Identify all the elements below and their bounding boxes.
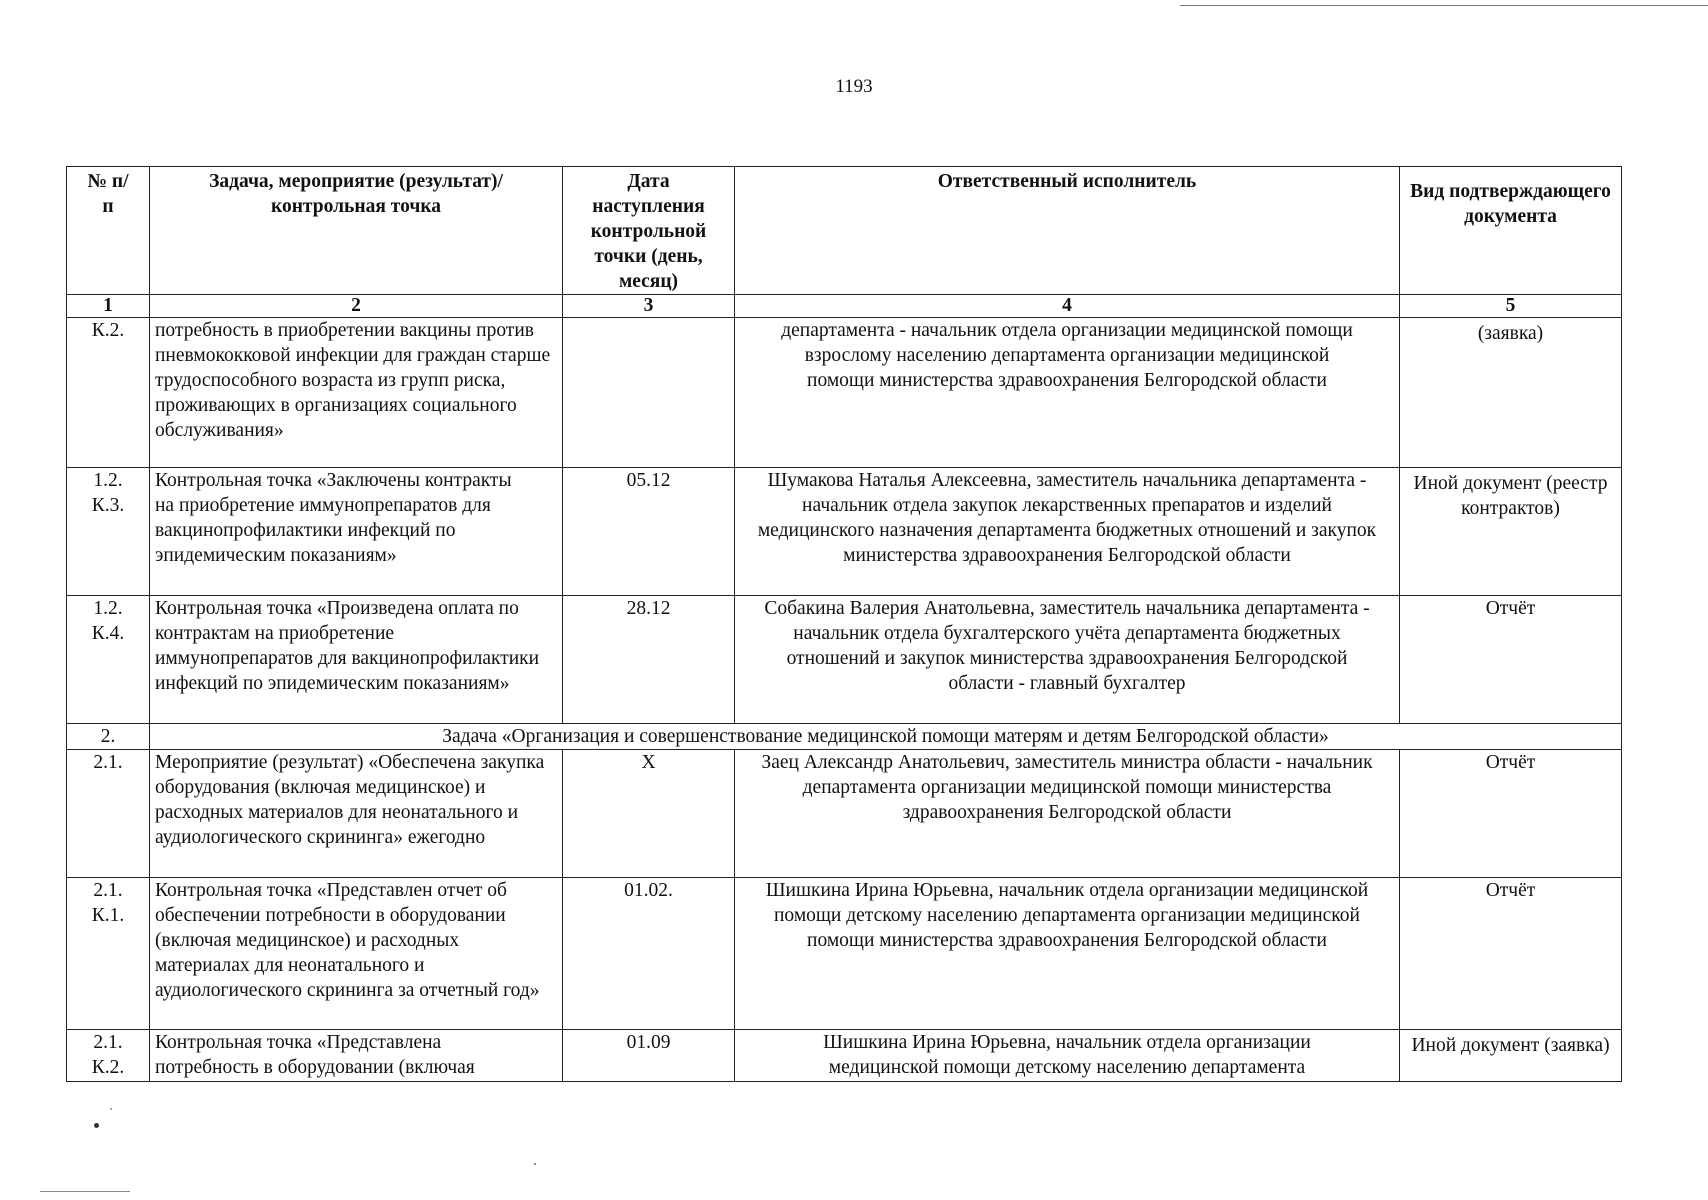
scan-speck	[94, 1123, 99, 1128]
row-document: (заявка)	[1400, 318, 1622, 468]
row-document: Отчёт	[1400, 750, 1622, 878]
bottom-scan-rule	[40, 1191, 130, 1192]
row-date	[563, 318, 735, 468]
header-date: Дата наступления контрольной точки (день, месяц)	[563, 167, 735, 295]
row-number: 2.	[67, 724, 150, 750]
top-scan-rule	[1180, 5, 1708, 6]
row-date: 05.12	[563, 468, 735, 596]
column-number: 5	[1400, 295, 1622, 318]
column-number: 1	[67, 295, 150, 318]
column-number-row	[67, 295, 1622, 318]
control-points-table	[66, 166, 1622, 1082]
table-row	[67, 468, 1622, 596]
header-task: Задача, мероприятие (результат)/ контрольная точка	[150, 167, 563, 295]
row-document: Отчёт	[1400, 878, 1622, 1030]
table-row	[67, 318, 1622, 468]
header-responsible: Ответственный исполнитель	[735, 167, 1400, 295]
scan-speck	[534, 1163, 536, 1165]
table-row	[67, 750, 1622, 878]
table-row	[67, 596, 1622, 724]
row-number: 2.1. К.1.	[67, 878, 150, 1030]
row-task: Мероприятие (результат) «Обеспечена закупка оборудования (включая медицинское) и расходных материалов для неонатального и аудиологического скрининга» ежегодно	[150, 750, 563, 878]
task-heading-row	[67, 724, 1622, 750]
row-number: 1.2. К.4.	[67, 596, 150, 724]
row-task: Контрольная точка «Заключены контракты на приобретение иммунопрепаратов для вакцинопрофилактики инфекций по эпидемическим показаниям»	[150, 468, 563, 596]
row-responsible: Заец Александр Анатольевич, заместитель министра области - начальник департамента организации медицинской помощи министерства здравоохранения Белгородской области	[735, 750, 1400, 878]
row-responsible: департамента - начальник отдела организации медицинской помощи взрослому населению департамента организации медицинской помощи министерства здравоохранения Белгородской области	[735, 318, 1400, 468]
row-document: Иной документ (реестр контрактов)	[1400, 468, 1622, 596]
row-date: 01.02.	[563, 878, 735, 1030]
row-responsible: Шишкина Ирина Юрьевна, начальник отдела организации медицинской помощи детскому населению департамента организации медицинской помощи министерства здравоохранения Белгородской области	[735, 878, 1400, 1030]
row-task: Контрольная точка «Представлен отчет об обеспечении потребности в оборудовании (включая медицинское) и расходных материалах для неонатального и аудиологического скрининга за отчетный год»	[150, 878, 563, 1030]
scan-speck	[110, 1108, 112, 1110]
row-number: 2.1. К.2.	[67, 1030, 150, 1082]
header-num: № п/п	[67, 167, 150, 295]
row-date: 28.12	[563, 596, 735, 724]
column-number: 4	[735, 295, 1400, 318]
row-task: Контрольная точка «Представлена потребность в оборудовании (включая	[150, 1030, 563, 1082]
row-number: К.2.	[67, 318, 150, 468]
page-number: 1193	[835, 76, 873, 97]
row-number: 2.1.	[67, 750, 150, 878]
row-number: 1.2. К.3.	[67, 468, 150, 596]
header-document: Вид подтверждающего документа	[1400, 167, 1622, 295]
header-row	[67, 167, 1622, 295]
row-document: Иной документ (заявка)	[1400, 1030, 1622, 1082]
row-date: X	[563, 750, 735, 878]
row-task: потребность в приобретении вакцины против пневмококковой инфекции для граждан старше трудоспособного возраста из групп риска, проживающих в организациях социального обслуживания»	[150, 318, 563, 468]
column-number: 2	[150, 295, 563, 318]
task-heading: Задача «Организация и совершенствование медицинской помощи матерям и детям Белгородской области»	[150, 724, 1622, 750]
row-date: 01.09	[563, 1030, 735, 1082]
table-row	[67, 1030, 1622, 1082]
column-number: 3	[563, 295, 735, 318]
row-document: Отчёт	[1400, 596, 1622, 724]
row-responsible: Собакина Валерия Анатольевна, заместитель начальника департамента - начальник отдела бухгалтерского учёта департамента бюджетных отношений и закупок министерства здравоохранения Белгородской области - главный бухгалтер	[735, 596, 1400, 724]
row-responsible: Шишкина Ирина Юрьевна, начальник отдела организации медицинской помощи детскому населению департамента	[735, 1030, 1400, 1082]
table-row	[67, 878, 1622, 1030]
row-responsible: Шумакова Наталья Алексеевна, заместитель начальника департамента - начальник отдела закупок лекарственных препаратов и изделий медицинского назначения департамента бюджетных отношений и закупок министерства здравоохранения Белгородской области	[735, 468, 1400, 596]
row-task: Контрольная точка «Произведена оплата по контрактам на приобретение иммунопрепаратов для вакцинопрофилактики инфекций по эпидемическим показаниям»	[150, 596, 563, 724]
